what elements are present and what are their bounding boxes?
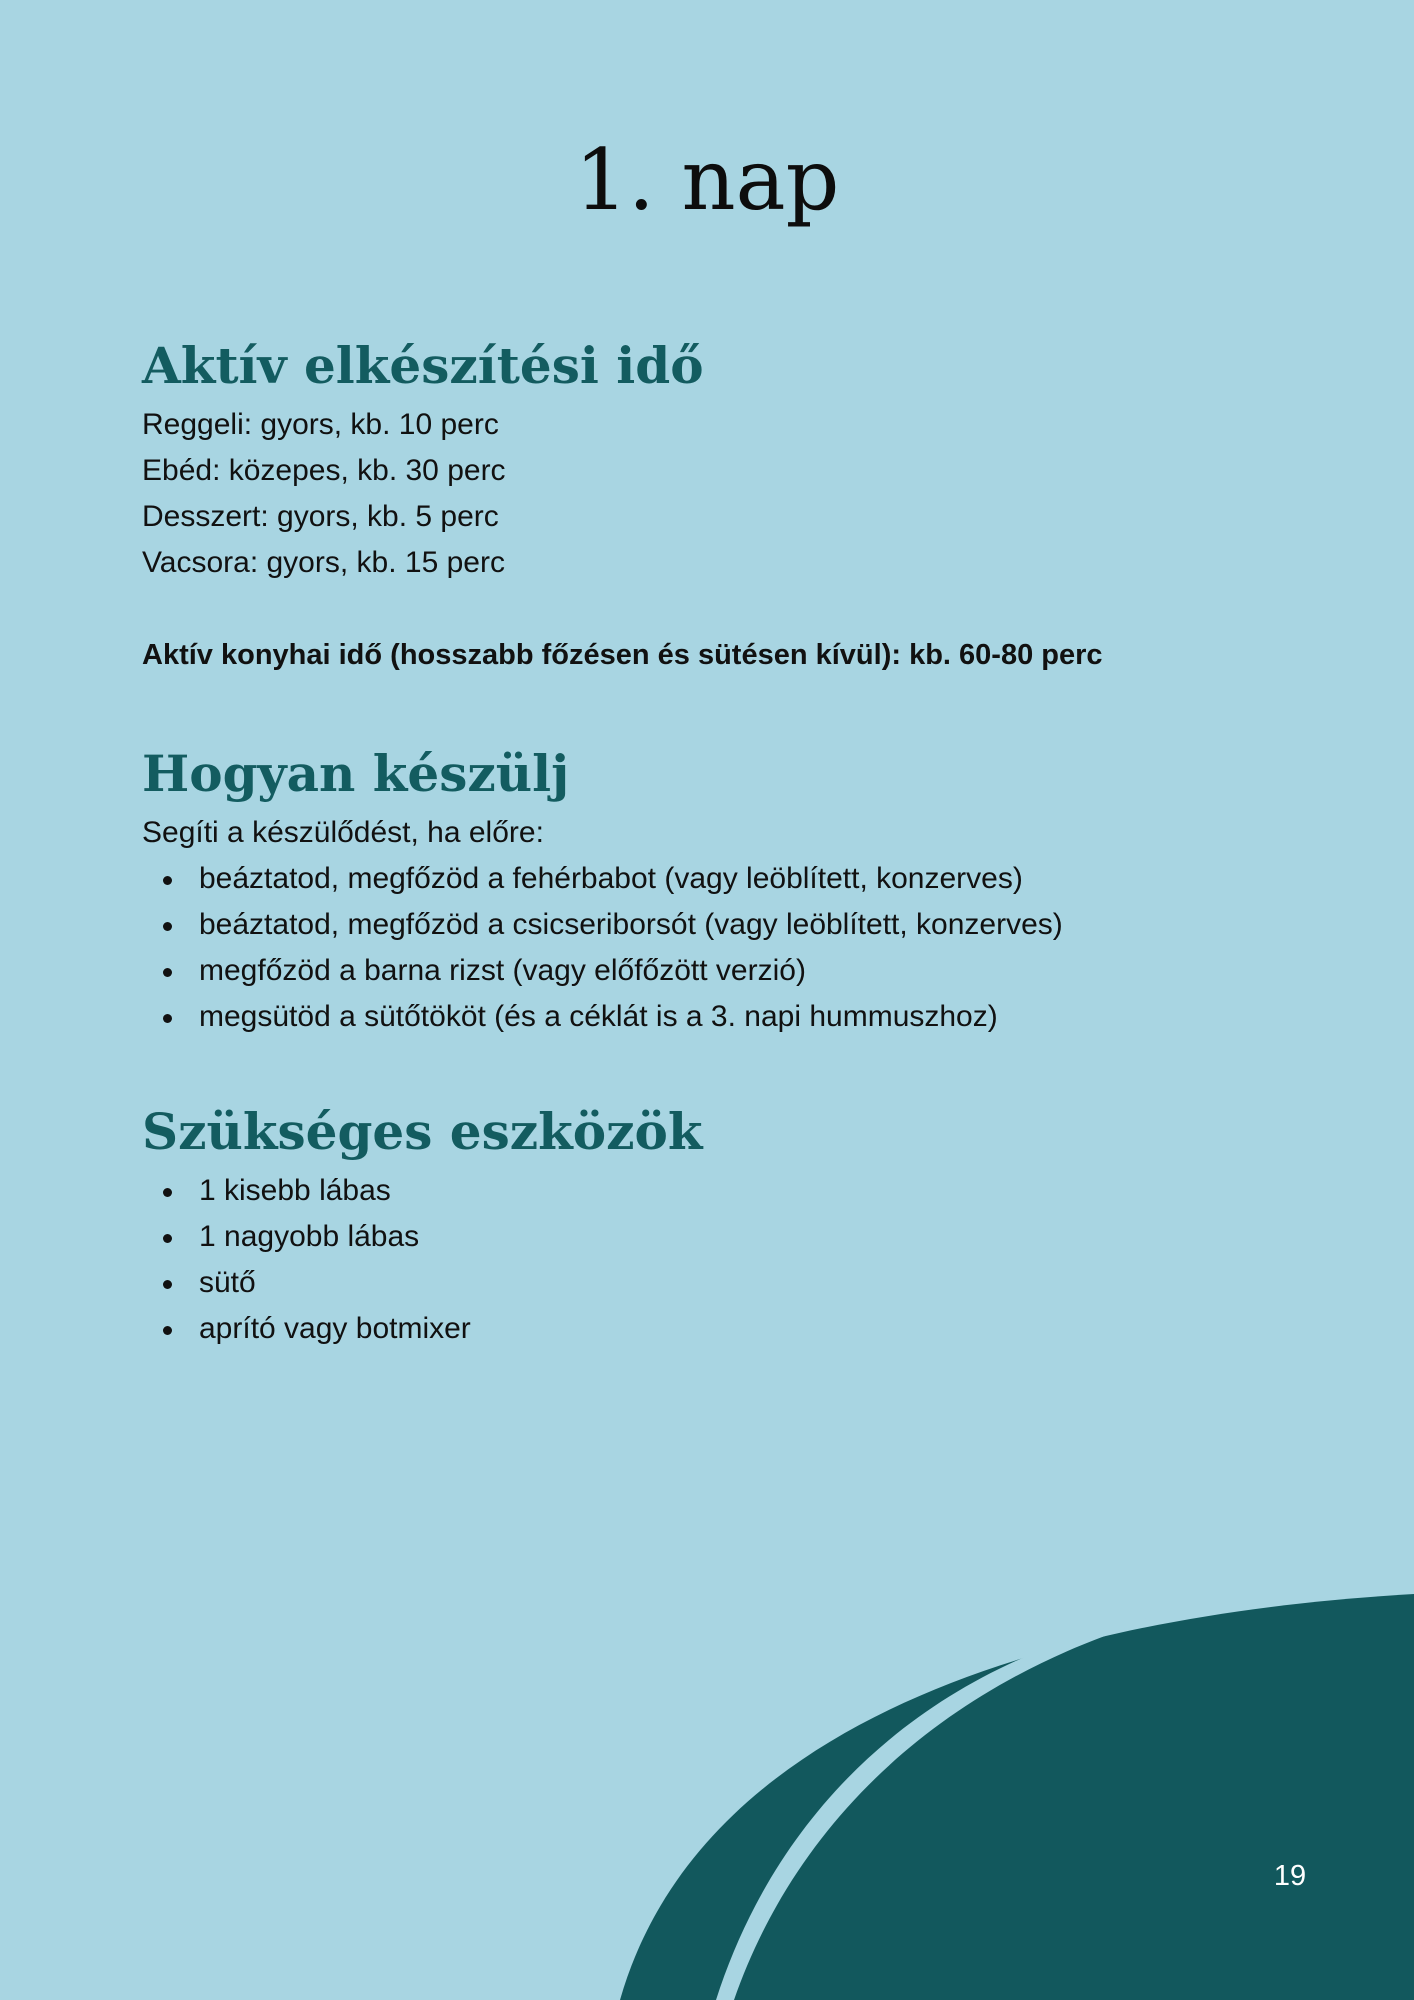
list-item bbox=[142, 1214, 1272, 1260]
list-item-text: beáztatod, megfőzöd a fehérbabot (vagy leöblített, konzerves) bbox=[199, 862, 1023, 895]
prepare-section bbox=[142, 738, 1272, 1040]
active-time-line: Ebéd: közepes, kb. 30 perc bbox=[142, 454, 506, 487]
list-item-text: 1 kisebb lábas bbox=[199, 1174, 391, 1207]
page-number: 19 bbox=[1273, 1860, 1307, 1892]
list-item-text: megfőzöd a barna rizst (vagy előfőzött verzió) bbox=[199, 954, 806, 987]
list-item bbox=[142, 1168, 1272, 1214]
bullet-icon bbox=[163, 1014, 172, 1023]
bullet-icon bbox=[163, 968, 172, 977]
prepare-heading: Hogyan készülj bbox=[142, 744, 570, 803]
list-item bbox=[142, 1260, 1272, 1306]
list-item bbox=[142, 856, 1272, 902]
active-time-line: Reggeli: gyors, kb. 10 perc bbox=[142, 408, 499, 441]
bullet-icon bbox=[163, 1326, 172, 1335]
bullet-icon bbox=[163, 1188, 172, 1197]
list-item bbox=[142, 1306, 1272, 1352]
tools-list bbox=[142, 1168, 1272, 1352]
list-item bbox=[142, 948, 1272, 994]
bullet-icon bbox=[163, 876, 172, 885]
active-time-line: Desszert: gyors, kb. 5 perc bbox=[142, 500, 499, 533]
active-time-heading: Aktív elkészítési idő bbox=[142, 336, 704, 395]
content-area bbox=[142, 330, 1272, 1352]
list-item-text: sütő bbox=[199, 1266, 256, 1299]
active-time-summary: Aktív konyhai idő (hosszabb főzésen és sütésen kívül): kb. 60-80 perc bbox=[142, 639, 1103, 671]
bullet-icon bbox=[163, 922, 172, 931]
list-item bbox=[142, 902, 1272, 948]
list-item-text: beáztatod, megfőzöd a csicseriborsót (vagy leöblített, konzerves) bbox=[199, 908, 1063, 941]
tools-section bbox=[142, 1096, 1272, 1352]
list-item bbox=[142, 994, 1272, 1040]
list-item-text: aprító vagy botmixer bbox=[199, 1312, 471, 1345]
wave-outer-shape bbox=[620, 1594, 1414, 2000]
prepare-intro: Segíti a készülődést, ha előre: bbox=[142, 816, 544, 849]
bullet-icon bbox=[163, 1234, 172, 1243]
list-item-text: megsütöd a sütőtököt (és a céklát is a 3. napi hummuszhoz) bbox=[199, 1000, 998, 1033]
active-time-section bbox=[142, 330, 1272, 678]
tools-heading: Szükséges eszközök bbox=[142, 1102, 703, 1161]
bullet-icon bbox=[163, 1280, 172, 1289]
page-title: 1. nap bbox=[574, 131, 840, 229]
prepare-list bbox=[142, 856, 1272, 1040]
list-item-text: 1 nagyobb lábas bbox=[199, 1220, 420, 1253]
active-time-line: Vacsora: gyors, kb. 15 perc bbox=[142, 546, 505, 579]
